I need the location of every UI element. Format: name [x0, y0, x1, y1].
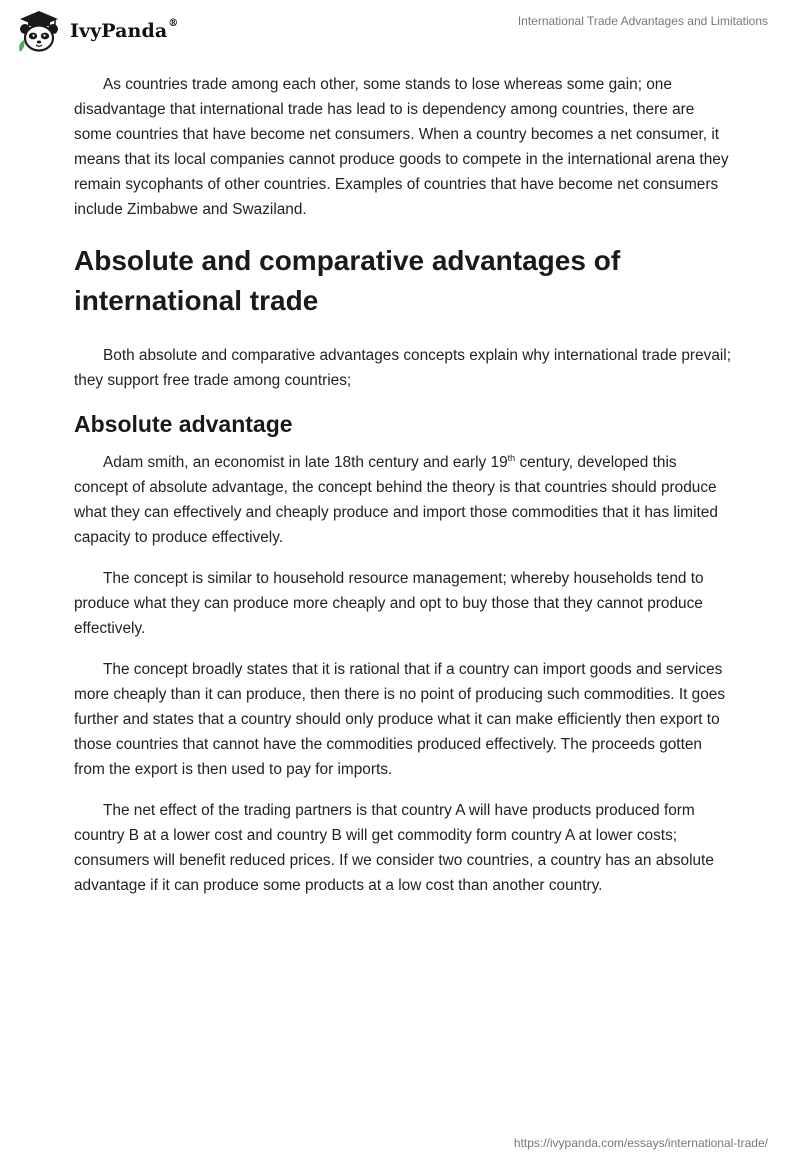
paragraph-dependency: As countries trade among each other, some stands to lose whereas some gain; one disadvantage that international trade has lead to is dependency among countries, there are some countries that have become net consumers. When a country becomes a net consumer, it means that its local companies cannot produce goods to compete in the international arena they remain sycophants of other countries. Examples of countries that have become net consumers include Zimbabwe and Swaziland.	[74, 76, 729, 218]
ivypanda-logo[interactable]	[14, 8, 178, 54]
paragraph-adam-smith-text-continued: century, developed this concept of absolute advantage, the concept behind the theory is that countries should produce what they can effectively and cheaply produce and import those commodities that it has limited capacity to produce effectively.	[74, 454, 718, 546]
page-header	[0, 0, 800, 64]
paragraph-rational-import: The concept broadly states that it is rational that if a country can import goods and services more cheaply than it can produce, then there is no point of producing such commodities. It goes further and states that a country should only produce what it can make efficiently then export to those countries that cannot have the commodities produced effectively. The proceeds gotten from the export is then used to pay for imports.	[74, 661, 726, 778]
paragraph-net-effect: The net effect of the trading partners is that country A will have products produced form country B at a lower cost and country B will get commodity form country A at lower costs; consumers will benefit reduced prices. If we consider two countries, a country has an absolute advantage if it can produce some products at a low cost than another country.	[74, 802, 714, 894]
ordinal-superscript: th	[507, 452, 516, 463]
section-heading-advantages: Absolute and comparative advantages of international trade	[74, 245, 621, 316]
paragraph-free-trade: Both absolute and comparative advantages concepts explain why international trade prevail; they support free trade among countries;	[74, 347, 731, 389]
document-title: International Trade Advantages and Limitations	[517, 14, 768, 28]
registered-mark: ®	[168, 18, 179, 29]
panda-graduate-icon	[14, 8, 64, 54]
paragraph-adam-smith	[74, 450, 734, 550]
paragraph-adam-smith-text: Adam smith, an economist in late 18th century and early 19	[103, 454, 508, 471]
paragraph-household: The concept is similar to household resource management; whereby households tend to produce what they can produce more cheaply and opt to buy those that they cannot produce effectively.	[74, 570, 704, 637]
article-body	[74, 72, 734, 914]
brand-name: IvyPanda®	[70, 18, 179, 42]
subsection-heading-absolute-advantage: Absolute advantage	[74, 411, 293, 437]
footer-url-link[interactable]: https://ivypanda.com/essays/international-trade/	[513, 1136, 768, 1150]
